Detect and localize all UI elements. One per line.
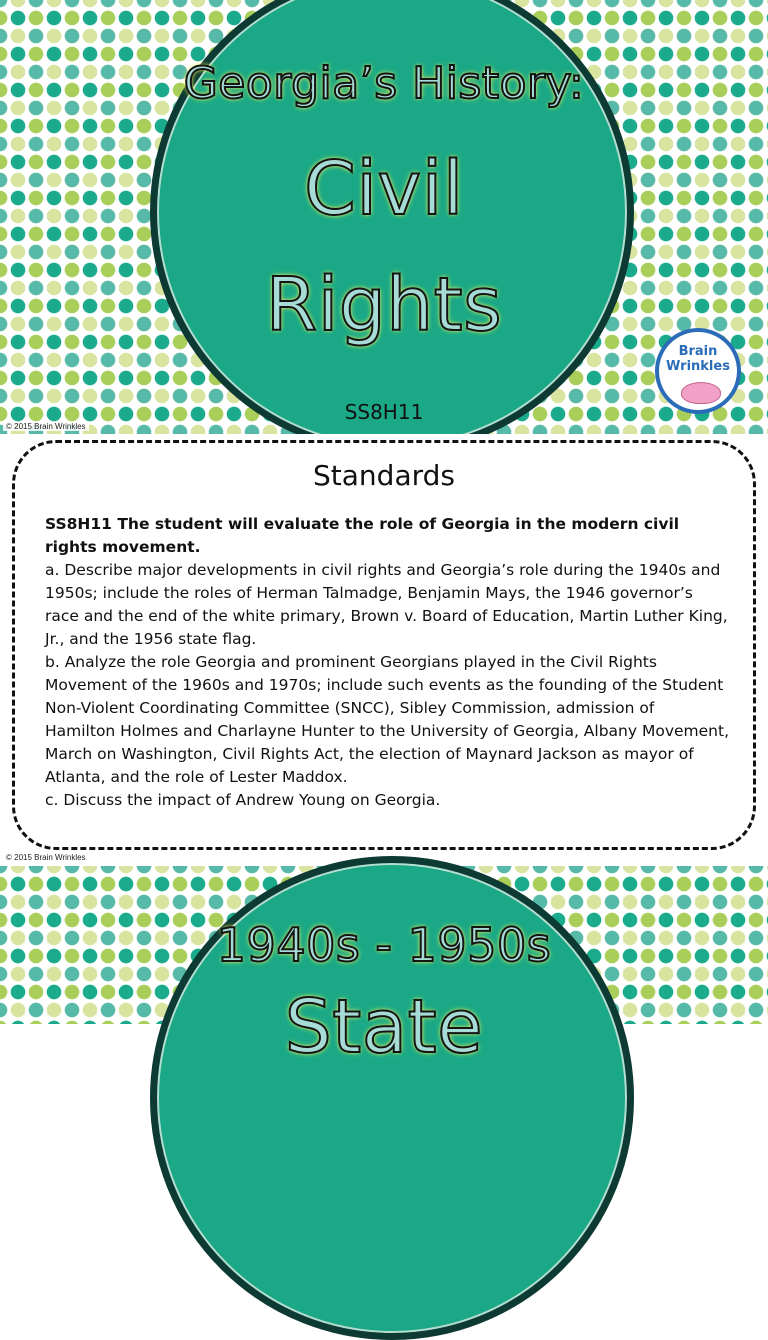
- logo-line2: Wrinkles: [666, 359, 730, 374]
- slide-title-line2: Rights: [265, 262, 503, 348]
- standard-lead: SS8H11 The student will evaluate the role of Georgia in the modern civil rights movement.: [45, 515, 680, 556]
- next-slide: [0, 866, 768, 1070]
- standard-item-b: b. Analyze the role Georgia and prominent Georgians played in the Civil Rights Movement of the 1960s and 1970s; include such events as the founding of the Student Non-Violent Coordinating Committee (SNCC), Sibley Commission, admission of Hamilton Holmes and Charlayne Hunter to the University of Georgia, Albany Movement, March on Washington, Civil Rights Act, the election of Maynard Jackson as mayor of Atlanta, and the role of Lester Maddox.: [45, 653, 730, 786]
- standard-code: SS8H11: [344, 400, 424, 424]
- logo-line1: Brain: [678, 344, 718, 359]
- brain-icon: [681, 382, 721, 404]
- slide3-title-partial: State: [284, 984, 484, 1070]
- standard-item-a: a. Describe major developments in civil rights and Georgia’s role during the 1940s and 1950s; include the roles of Herman Talmadge, Benjamin Mays, the 1946 governor’s race and the end of the white primary, Brown v. Board of Education, Martin Luther King, Jr., and the 1956 state flag.: [45, 561, 728, 648]
- slide-heading: Georgia’s History:: [183, 58, 585, 109]
- brain-wrinkles-logo: [655, 328, 741, 414]
- slide-title-line1: Civil: [304, 146, 464, 232]
- standards-title: Standards: [313, 459, 455, 492]
- standard-item-c: c. Discuss the impact of Andrew Young on Georgia.: [45, 791, 441, 809]
- standards-text: [45, 513, 729, 812]
- copyright-notice-2: © 2015 Brain Wrinkles: [6, 853, 86, 862]
- standards-box: [12, 440, 756, 850]
- slide3-heading: 1940s - 1950s: [216, 918, 552, 972]
- title-slide: [0, 0, 768, 434]
- copyright-notice: © 2015 Brain Wrinkles: [3, 422, 89, 431]
